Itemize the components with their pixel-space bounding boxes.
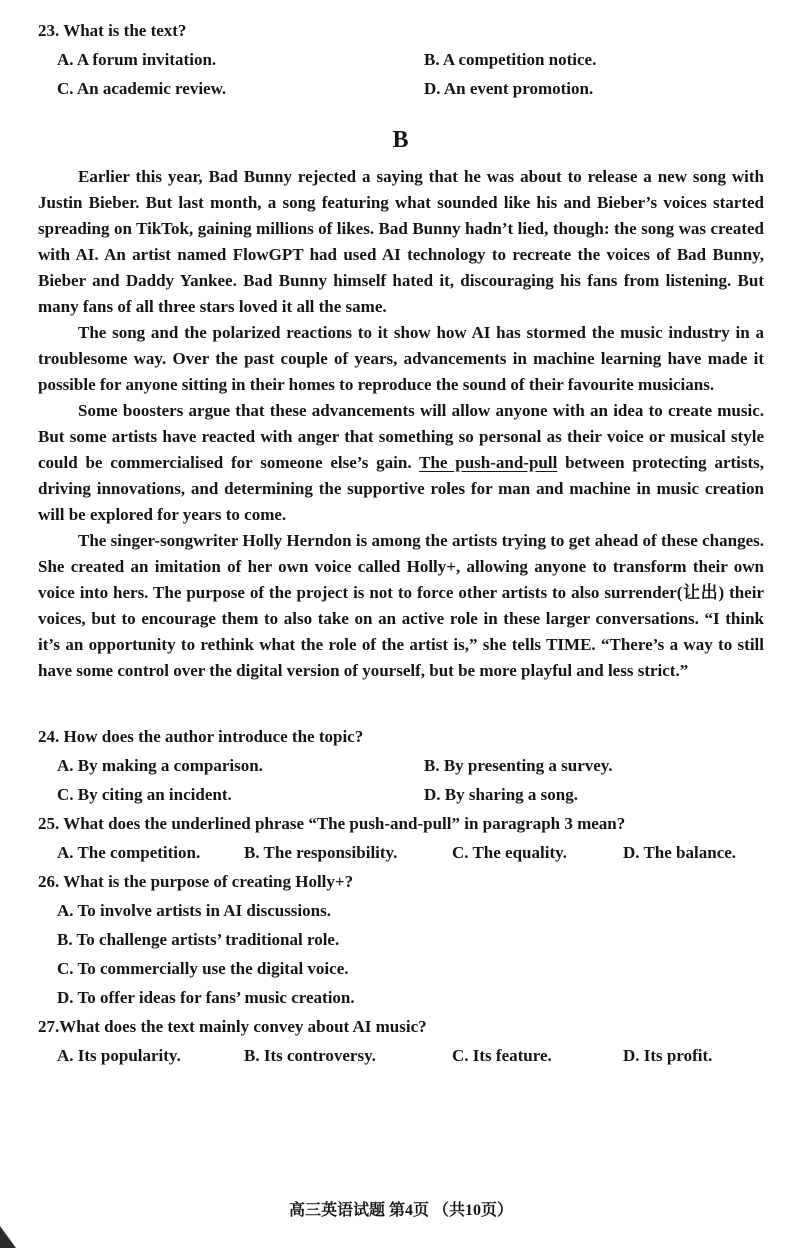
question-23-option-d: D. An event promotion.: [424, 79, 594, 98]
question-27-number: 27.: [38, 1017, 60, 1036]
question-25-stem: [38, 809, 764, 838]
question-25-options: [38, 838, 764, 867]
question-26-option-d: D. To offer ideas for fans’ music creation.: [57, 988, 355, 1007]
question-23-text: What is the text?: [63, 21, 187, 40]
question-26-option-c: C. To commercially use the digital voice.: [57, 959, 349, 978]
section-b-heading: B: [392, 127, 410, 153]
question-24-number: 24.: [38, 727, 64, 746]
question-25-option-d: D. The balance.: [623, 843, 737, 862]
question-23-option-a: A. A forum invitation.: [57, 50, 217, 69]
question-24-option-a: A. By making a comparison.: [57, 756, 263, 775]
question-27-option-a: A. Its popularity.: [57, 1046, 181, 1065]
question-24: [38, 722, 764, 809]
question-24-text: How does the author introduce the topic?: [63, 727, 364, 746]
question-26-stem: [38, 867, 764, 896]
question-24-stem: [38, 722, 764, 751]
question-25-number: 25.: [38, 814, 64, 833]
question-26-number: 26.: [38, 872, 64, 891]
scan-artifact-corner: [0, 1226, 16, 1248]
question-23: [38, 16, 764, 103]
question-23-option-c: C. An academic review.: [57, 79, 227, 98]
comprehension-questions: [38, 722, 764, 1070]
question-26: [38, 867, 764, 1012]
question-27-option-d: D. Its profit.: [623, 1046, 713, 1065]
passage-paragraph-3: [38, 398, 764, 528]
question-27: [38, 1012, 764, 1070]
para3-text-before: Some boosters argue that these advancements will allow anyone with an idea to create music. But some artists have reacted with anger that something so personal as their voice or musical style could be commercialised for someone else’s gain.: [38, 401, 764, 472]
para3-text-after: between protecting artists, driving innovations, and determining the supportive roles for man and machine in music creation will be explored for years to come.: [38, 453, 765, 524]
reading-passage: [38, 164, 764, 684]
question-27-text: What does the text mainly convey about AI music?: [59, 1017, 427, 1036]
underlined-phrase: The push-and-pull: [419, 453, 558, 472]
question-24-options: [38, 751, 764, 809]
question-25-option-c: C. The equality.: [452, 843, 567, 862]
question-27-option-c: C. Its feature.: [452, 1046, 552, 1065]
question-26-option-b: B. To challenge artists’ traditional role.: [57, 930, 340, 949]
question-26-options: [38, 896, 764, 1012]
question-24-option-d: D. By sharing a song.: [424, 785, 578, 804]
passage-paragraph-2: The song and the polarized reactions to it show how AI has stormed the music industry in a troublesome way. Over the past couple of years, advancements in machine learning have made it possible for anyone sitting in their homes to reproduce the sound of their favourite musicians.: [38, 323, 764, 394]
footer-page-label: 高三英语试题 第4页 （共10页）: [288, 1202, 513, 1219]
question-27-stem: [38, 1012, 764, 1041]
question-25-text: What does the underlined phrase “The push-and-pull” in paragraph 3 mean?: [63, 814, 626, 833]
passage-paragraph-4: The singer-songwriter Holly Herndon is among the artists trying to get ahead of these changes. She created an imitation of her own voice called Holly+, allowing anyone to transform their own voice into hers. The purpose of the project is not to force other artists to also surrender(让出) their voices, but to encourage them to also take on an active role in these larger conversations. “I think it’s an opportunity to rethink what the role of the artist is,” she tells TIME. “There’s a way to still have some control over the digital version of yourself, but be more playful and less strict.”: [38, 531, 764, 680]
question-23-option-b: B. A competition notice.: [424, 50, 597, 69]
question-25: [38, 809, 764, 867]
question-25-option-a: A. The competition.: [57, 843, 201, 862]
question-23-options: [38, 45, 764, 103]
question-24-option-b: B. By presenting a survey.: [424, 756, 613, 775]
question-23-number: 23.: [38, 21, 64, 40]
passage-paragraph-1: Earlier this year, Bad Bunny rejected a saying that he was about to release a new song with Justin Bieber. But last month, a song featuring what sounded like his and Bieber’s voices started spreading on TikTok, gaining millions of likes. Bad Bunny hadn’t lied, though: the song was created with AI. An artist named FlowGPT had used AI technology to recreate the voices of Bad Bunny, Bieber and Daddy Yankee. Bad Bunny himself hated it, discouraging his fans from listening. But many fans of all three stars loved it all the same.: [38, 167, 764, 316]
question-23-stem: [38, 16, 764, 45]
question-24-option-c: C. By citing an incident.: [57, 785, 232, 804]
question-27-options: [38, 1041, 764, 1070]
question-27-option-b: B. Its controversy.: [244, 1046, 376, 1065]
question-26-option-a: A. To involve artists in AI discussions.: [57, 901, 331, 920]
question-26-text: What is the purpose of creating Holly+?: [63, 872, 354, 891]
question-25-option-b: B. The responsibility.: [244, 843, 398, 862]
